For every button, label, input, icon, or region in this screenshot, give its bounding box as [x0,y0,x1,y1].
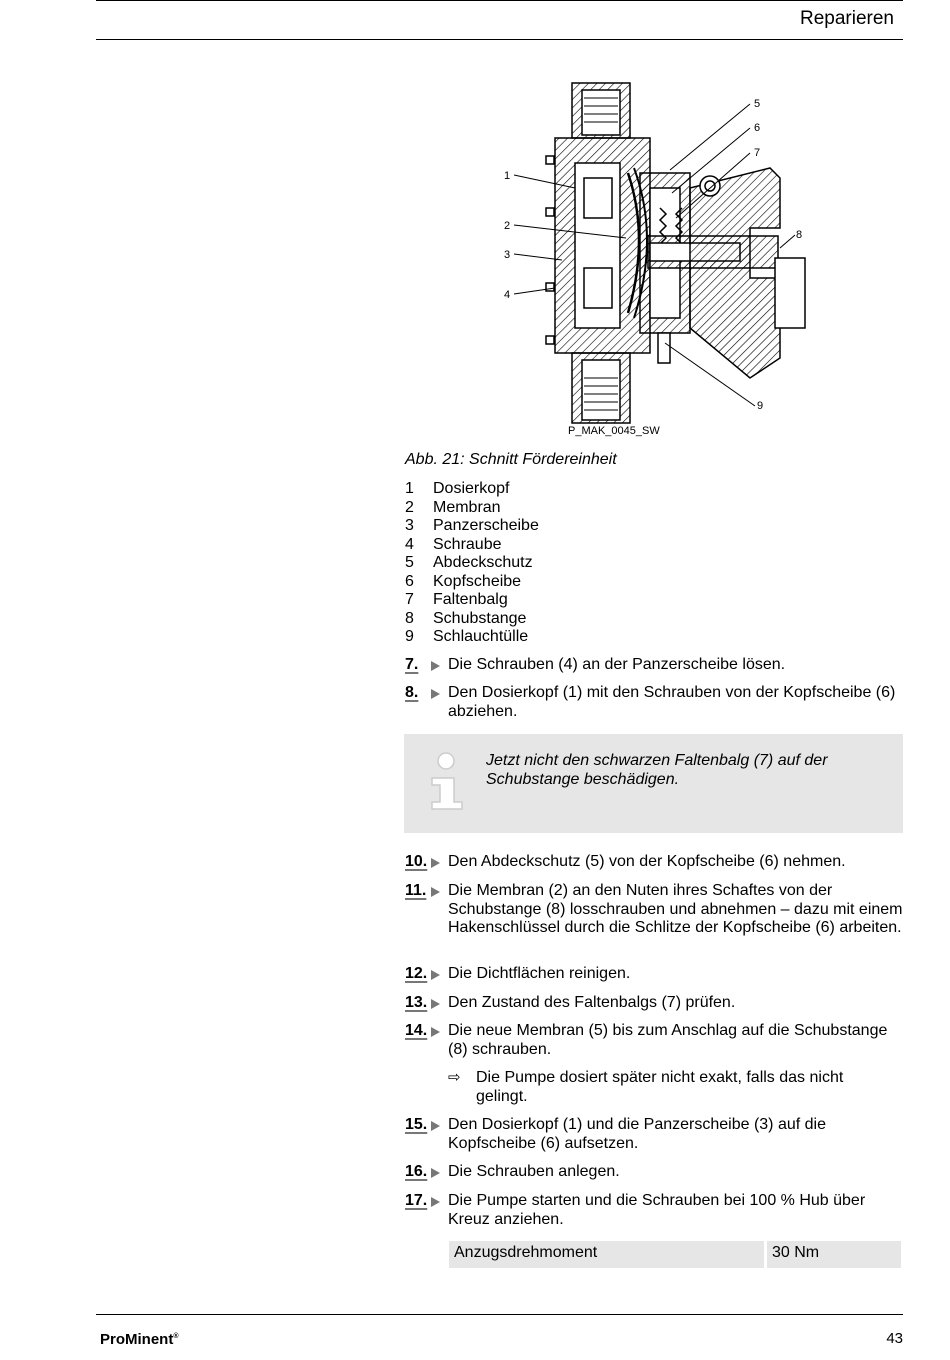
torque-table [449,1241,901,1268]
result-item [448,1069,888,1106]
section-title: Reparieren [800,8,894,29]
step-item [405,1022,905,1059]
callout-2: 2 [504,220,511,232]
step-item [405,853,905,872]
legend-item: 9 Schlauchtülle [405,628,529,645]
step-item [405,1116,905,1153]
legend-item: 4 Schraube [405,535,502,553]
step-text: Die Schrauben anlegen. [448,1163,620,1180]
step-arrow-icon [431,858,440,868]
step-text: Den Zustand des Faltenbalgs (7) prüfen. [448,994,736,1011]
callout-3: 3 [504,249,511,261]
step-number: 13. [405,994,428,1011]
step-number: 12. [405,965,428,982]
legend-item: 6 Kopfscheibe [405,572,522,590]
step-number: 8. [405,684,419,701]
step-item [405,1192,905,1229]
step-item [405,994,905,1013]
result-arrow-icon: ⇨ [448,1069,461,1086]
callout-8: 8 [796,229,803,241]
callout-1: 1 [504,170,511,182]
cross-section-figure [500,78,810,440]
torque-value: 30 Nm [767,1241,901,1268]
figure-caption: Abb. 21: Schnitt Fördereinheit [405,451,617,468]
header-rule-top [96,0,903,1]
step-number: 10. [405,853,428,870]
step-arrow-icon [431,1168,440,1178]
callout-6: 6 [754,122,761,134]
step-item [405,882,905,938]
step-number: 14. [405,1022,428,1039]
torque-label: Anzugsdrehmoment [449,1241,764,1268]
step-arrow-icon [431,887,440,897]
callout-4: 4 [504,289,511,301]
step-text: Die Pumpe starten und die Schrauben bei 100 % Hub über Kreuz anziehen. [448,1192,866,1228]
info-note [404,734,903,833]
step-item [405,965,905,984]
result-text: Die Pumpe dosiert später nicht exakt, falls das nicht gelingt. [476,1069,844,1105]
step-arrow-icon [431,999,440,1009]
callout-7: 7 [754,147,761,159]
step-number: 15. [405,1116,428,1133]
step-text: Die Schrauben (4) an der Panzerscheibe lösen. [448,656,786,673]
legend-item: 8 Schubstange [405,609,527,627]
step-text: Die Membran (2) an den Nuten ihres Schaftes von der Schubstange (8) losschrauben und abnehmen – dazu mit einem Hakenschlüssel durch die Schlitze der Kopfscheibe (6) arbeiten. [448,882,903,936]
step-text: Die neue Membran (5) bis zum Anschlag auf die Schubstange (8) schrauben. [448,1022,888,1058]
step-number: 11. [405,882,427,899]
figure-id: P_MAK_0045_SW [568,425,660,437]
legend-item: 1 Dosierkopf [405,480,510,497]
info-icon [426,752,466,812]
page-number: 43 [886,1330,903,1347]
step-text: Die Dichtflächen reinigen. [448,965,631,982]
callout-9: 9 [757,400,764,412]
step-arrow-icon [431,1121,440,1131]
legend-item: 5 Abdeckschutz [405,554,533,571]
step-text: Den Dosierkopf (1) mit den Schrauben von der Kopfscheibe (6) abziehen. [448,684,896,720]
step-text: Den Dosierkopf (1) und die Panzerscheibe (3) auf die Kopfscheibe (6) aufsetzen. [448,1116,826,1152]
step-item [405,684,905,721]
step-arrow-icon [431,970,440,980]
step-item [405,656,905,675]
legend-item: 2 Membran [405,498,501,516]
step-arrow-icon [431,661,440,671]
step-number: 7. [405,656,419,673]
prominent-logo: ProMinent® [100,1331,179,1348]
callout-5: 5 [754,98,761,110]
header-rule-bottom [96,39,903,40]
figure-legend [405,480,539,647]
dosing-head [546,83,805,423]
step-number: 17. [405,1192,428,1209]
step-text: Den Abdeckschutz (5) von der Kopfscheibe (6) nehmen. [448,853,846,870]
step-arrow-icon [431,1197,440,1207]
step-arrow-icon [431,689,440,699]
step-arrow-icon [431,1027,440,1037]
step-item [405,1163,905,1182]
footer-rule [96,1314,903,1315]
step-number: 16. [405,1163,428,1180]
legend-item: 3 Panzerscheibe [405,517,539,534]
legend-item: 7 Faltenbalg [405,591,508,608]
note-text: Jetzt nicht den schwarzen Faltenbalg (7) auf der Schubstange beschädigen. [486,752,828,788]
